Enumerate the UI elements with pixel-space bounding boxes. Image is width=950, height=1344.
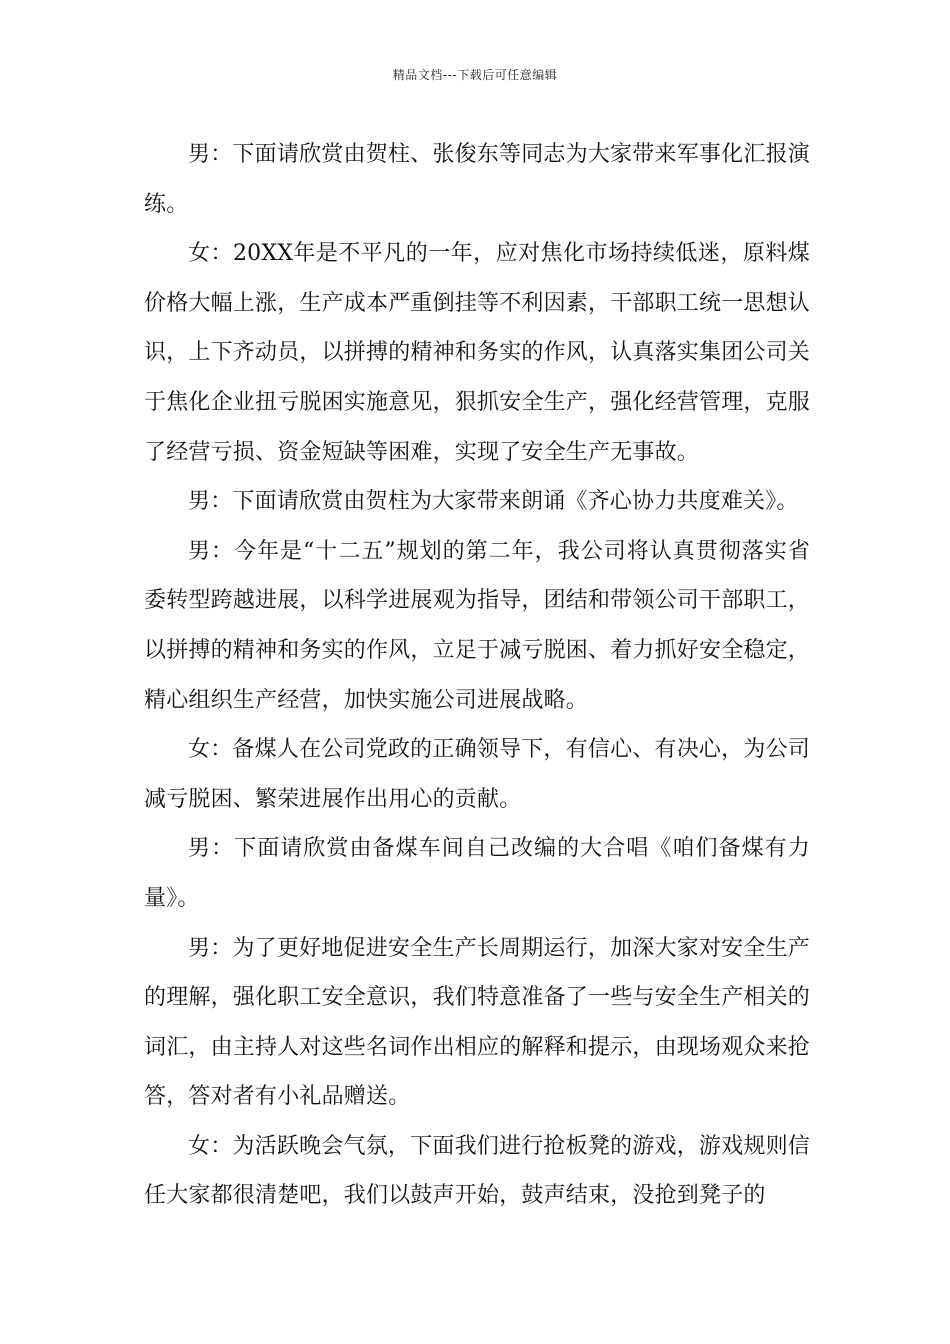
paragraph: 男：下面请欣赏由贺柱、张俊东等同志为大家带来军事化汇报演练。 [144,142,810,217]
paragraph: 男：下面请欣赏由备煤车间自己改编的大合唱《咱们备煤有力量》。 [144,836,810,911]
paragraph: 男：今年是“十二五”规划的第二年，我公司将认真贯彻落实省委转型跨越进展，以科学进展观为指导，团结和带领公司干部职工，以拼搏的精神和务实的作风，立足于减亏脱困、着力抓好安全稳定，精心组织生产经营，加快实施公司进展战略。 [144,538,811,713]
paragraph: 男：为了更好地促进安全生产长周期运行，加深大家对安全生产的理解，强化职工安全意识，我们特意准备了一些与安全生产相关的词汇，由主持人对这些名词作出相应的解释和提示，由现场观众来抢答，答对者有小礼品赠送。 [144,935,811,1110]
paragraph: 女：20XX年是不平凡的一年，应对焦化市场持续低迷，原料煤价格大幅上涨，生产成本严重倒挂等不利因素，干部职工统一思想认识，上下齐动员，以拼搏的精神和务实的作风，认真落实集团公司关于焦化企业扭亏脱困实施意见，狠抓安全生产，强化经营管理，克服了经营亏损、资金短缺等困难，实现了安全生产无事故。 [144,241,811,465]
paragraph: 男：下面请欣赏由贺柱为大家带来朗诵《齐心协力共度难关》。 [188,489,799,515]
document-body [144,130,810,1221]
page-header: 精品文档---下载后可任意编辑 [392,68,558,82]
paragraph: 女：为活跃晚会气氛，下面我们进行抢板凳的游戏，游戏规则信任大家都很清楚吧，我们以鼓声开始，鼓声结束，没抢到凳子的 [144,1133,810,1209]
paragraph: 女：备煤人在公司党政的正确领导下，有信心、有决心，为公司减亏脱困、繁荣进展作出用心的贡献。 [144,737,810,812]
